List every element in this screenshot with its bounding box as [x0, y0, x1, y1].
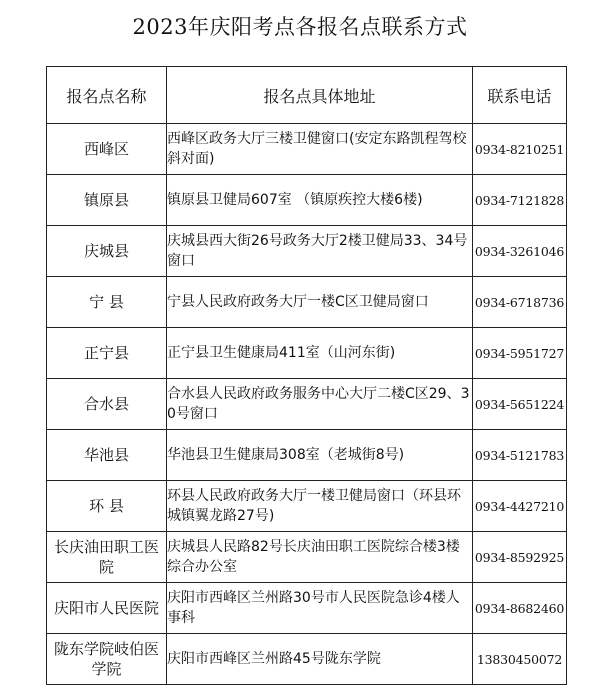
row-phone: 0934-7121828 — [473, 175, 567, 226]
row-phone: 0934-4427210 — [473, 481, 567, 532]
row-address: 庆城县人民路82号长庆油田职工医院综合楼3楼综合办公室 — [167, 532, 473, 583]
row-name: 陇东学院岐伯医学院 — [47, 634, 167, 685]
row-phone: 0934-5951727 — [473, 328, 567, 379]
row-name: 庆城县 — [47, 226, 167, 277]
table-row — [47, 124, 567, 175]
row-address: 环县人民政府政务大厅一楼卫健局窗口（环县环城镇翼龙路27号) — [167, 481, 473, 532]
row-name: 华池县 — [47, 430, 167, 481]
table-header-row — [47, 67, 567, 124]
row-name: 庆阳市人民医院 — [47, 583, 167, 634]
table-row — [47, 226, 567, 277]
row-address: 合水县人民政府政务服务中心大厅二楼C区29、30号窗口 — [167, 379, 473, 430]
contact-table — [46, 66, 567, 685]
table-row — [47, 532, 567, 583]
table-row — [47, 481, 567, 532]
row-name: 环 县 — [47, 481, 167, 532]
row-address: 华池县卫生健康局308室（老城街8号) — [167, 430, 473, 481]
table-row — [47, 430, 567, 481]
row-phone: 0934-5121783 — [473, 430, 567, 481]
row-address: 镇原县卫健局607室 （镇原疾控大楼6楼) — [167, 175, 473, 226]
row-address: 正宁县卫生健康局411室（山河东街) — [167, 328, 473, 379]
row-name: 西峰区 — [47, 124, 167, 175]
row-name: 宁 县 — [47, 277, 167, 328]
row-phone: 0934-8210251 — [473, 124, 567, 175]
row-phone: 0934-8682460 — [473, 583, 567, 634]
row-address: 西峰区政务大厅三楼卫健窗口(安定东路凯程驾校斜对面) — [167, 124, 473, 175]
table-row — [47, 175, 567, 226]
table-row — [47, 634, 567, 685]
row-name: 合水县 — [47, 379, 167, 430]
table-row — [47, 379, 567, 430]
header-name: 报名点名称 — [47, 67, 167, 124]
row-name: 镇原县 — [47, 175, 167, 226]
header-address: 报名点具体地址 — [167, 67, 473, 124]
row-phone: 0934-6718736 — [473, 277, 567, 328]
row-phone: 13830450072 — [473, 634, 567, 685]
row-phone: 0934-3261046 — [473, 226, 567, 277]
row-name: 正宁县 — [47, 328, 167, 379]
table-row — [47, 328, 567, 379]
row-address: 庆城县西大街26号政务大厅2楼卫健局33、34号窗口 — [167, 226, 473, 277]
row-phone: 0934-8592925 — [473, 532, 567, 583]
row-name: 长庆油田职工医院 — [47, 532, 167, 583]
row-phone: 0934-5651224 — [473, 379, 567, 430]
row-address: 宁县人民政府政务大厅一楼C区卫健局窗口 — [167, 277, 473, 328]
table-row — [47, 277, 567, 328]
row-address: 庆阳市西峰区兰州路45号陇东学院 — [167, 634, 473, 685]
row-address: 庆阳市西峰区兰州路30号市人民医院急诊4楼人事科 — [167, 583, 473, 634]
table-row — [47, 583, 567, 634]
page-title: 2023年庆阳考点各报名点联系方式 — [132, 15, 468, 39]
header-phone: 联系电话 — [473, 67, 567, 124]
